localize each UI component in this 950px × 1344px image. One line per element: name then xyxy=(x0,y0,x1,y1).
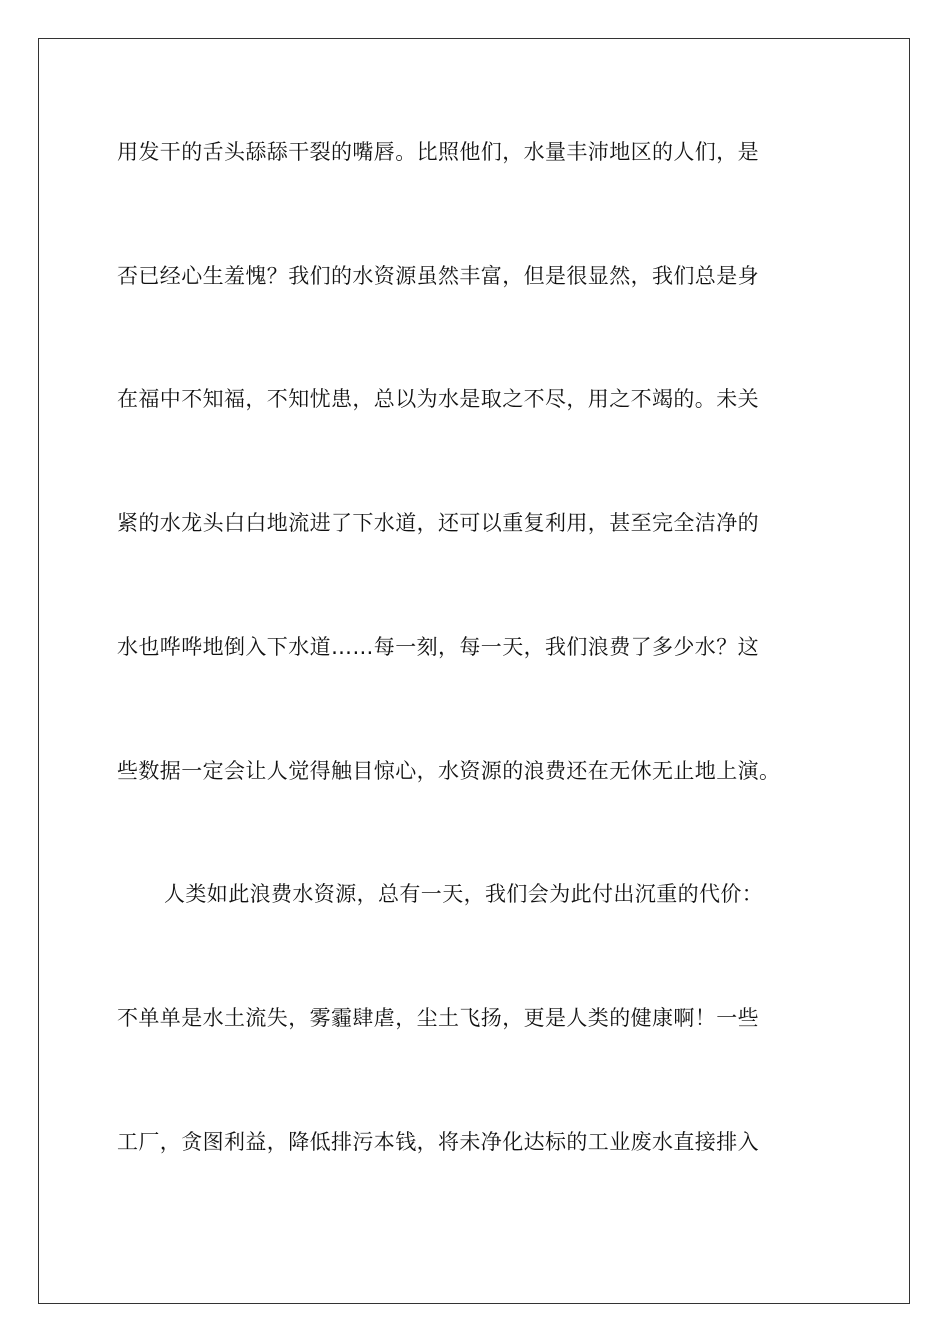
body-text-line-6: 些数据一定会让人觉得触目惊心，水资源的浪费还在无休无止地上演。 xyxy=(117,759,781,783)
body-text-line-3: 在福中不知福，不知忧患，总以为水是取之不尽，用之不竭的。未关 xyxy=(117,387,759,411)
body-text-line-4: 紧的水龙头白白地流进了下水道，还可以重复利用，甚至完全洁净的 xyxy=(117,511,759,535)
body-text-line-7: 人类如此浪费水资源，总有一天，我们会为此付出沉重的代价： xyxy=(164,882,764,906)
body-text-line-8: 不单单是水土流失，雾霾肆虐，尘土飞扬，更是人类的健康啊！一些 xyxy=(117,1006,759,1030)
body-text-line-9: 工厂，贪图利益，降低排污本钱，将未净化达标的工业废水直接排入 xyxy=(117,1130,759,1154)
body-text-line-1: 用发干的舌头舔舔干裂的嘴唇。比照他们，水量丰沛地区的人们，是 xyxy=(117,140,759,164)
page-frame xyxy=(38,38,910,1304)
body-text-line-5: 水也哗哗地倒入下水道……每一刻，每一天，我们浪费了多少水？这 xyxy=(117,635,759,659)
body-text-line-2: 否已经心生羞愧？我们的水资源虽然丰富，但是很显然，我们总是身 xyxy=(117,264,759,288)
